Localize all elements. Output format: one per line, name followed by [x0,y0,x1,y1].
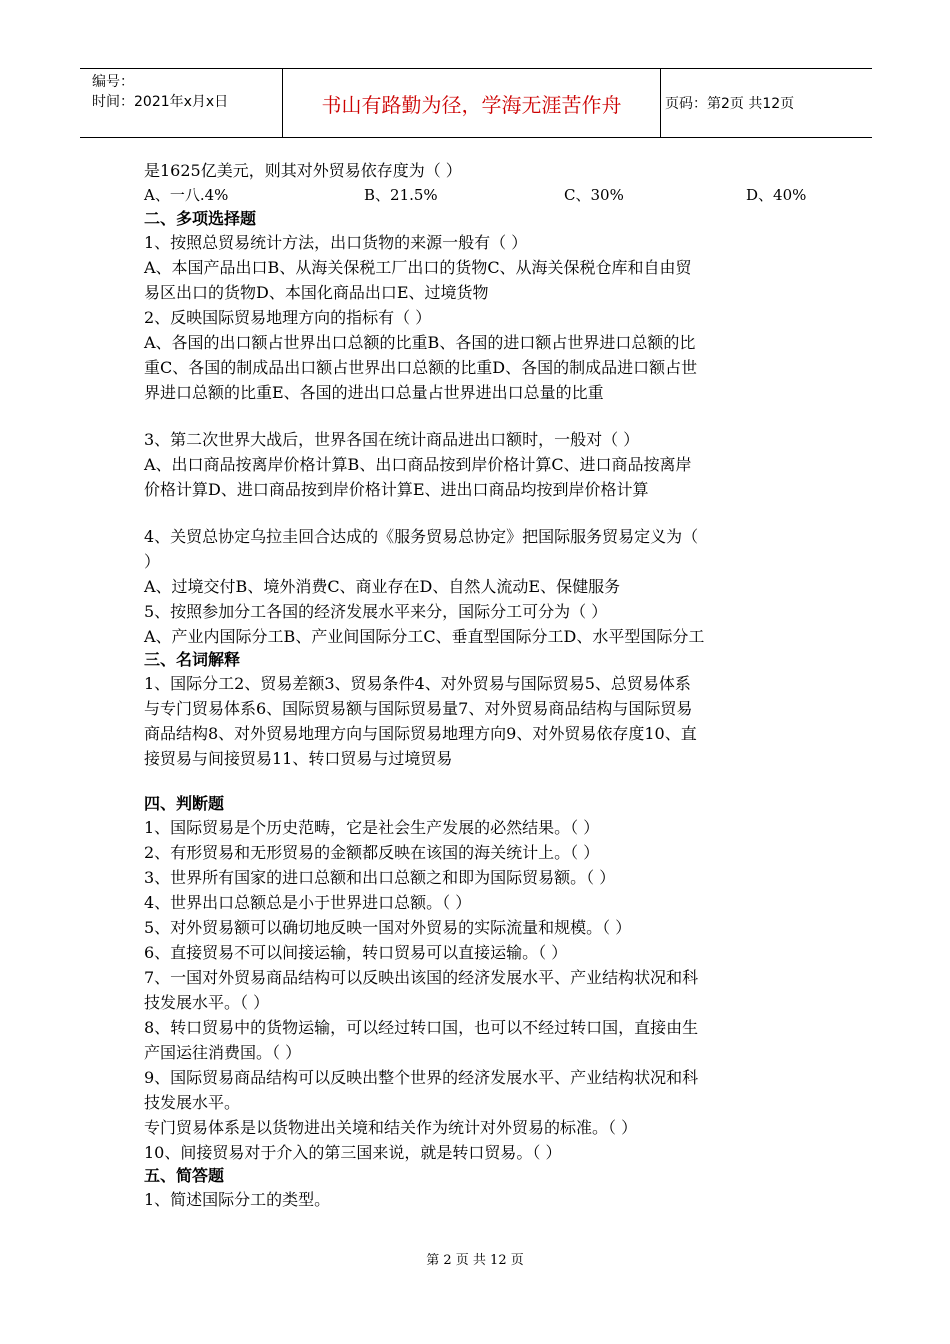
option-d: D、40% [746,186,807,204]
text-line: 8、转口贸易中的货物运输，可以经过转口国，也可以不经过转口国，直接由生 [144,1018,699,1037]
text-line: A、过境交付B、境外消费C、商业存在D、自然人流动E、保健服务 [144,577,621,596]
text-line: 6、直接贸易不可以间接运输，转口贸易可以直接运输。（ ） [144,943,568,962]
text-line: 1、国际分工2、贸易差额3、贸易条件4、对外贸易与国际贸易5、总贸易体系 [144,674,691,693]
text-line: 3、世界所有国家的进口总额和出口总额之和即为国际贸易额。（ ） [144,868,616,887]
text-line: A、各国的出口额占世界出口总额的比重B、各国的进口额占世界进口总额的比 [144,333,696,352]
text-line: A、产业内国际分工B、产业间国际分工C、垂直型国际分工D、水平型国际分工 [144,627,705,646]
section-title: 三、名词解释 [144,650,241,669]
text-line: 4、关贸总协定乌拉圭回合达成的《服务贸易总协定》把国际服务贸易定义为（ [144,527,699,546]
text-line: 接贸易与间接贸易11、转口贸易与过境贸易 [144,749,453,768]
text-line: ） [144,552,161,571]
text-line: 2、反映国际贸易地理方向的指标有（ ） [144,308,432,327]
header-meta [80,69,283,137]
text-line: 技发展水平。 [144,1093,241,1112]
text-line: 3、第二次世界大战后，世界各国在统计商品进出口额时，一般对（ ） [144,430,640,449]
option-b: B、21.5% [364,186,438,204]
option-a: A、一八.4% [144,186,229,204]
text-line: 2、有形贸易和无形贸易的金额都反映在该国的海关统计上。（ ） [144,843,600,862]
text-line: 1、简述国际分工的类型。 [144,1190,331,1209]
text-line: 4、世界出口总额总是小于世界进口总额。（ ） [144,893,472,912]
intro-options [144,183,814,208]
text-line: 1、按照总贸易统计方法，出口货物的来源一般有（ ） [144,233,528,252]
page-footer: 第 2 页 共 12 页 [426,1253,524,1268]
header-page-info: 页码：第2页 共12页 [665,96,795,112]
paragraph-gap [144,405,814,427]
option-c: C、30% [564,186,624,204]
text-line: 产国运往消费国。（ ） [144,1043,302,1062]
text-line: A、出口商品按离岸价格计算B、出口商品按到岸价格计算C、进口商品按离岸 [144,455,692,474]
intro-question: 是1625亿美元，则其对外贸易依存度为（ ） [144,161,462,180]
paragraph-gap [144,502,814,524]
text-line: A、本国产品出口B、从海关保税工厂出口的货物C、从海关保税仓库和自由贸 [144,258,692,277]
section-title: 五、简答题 [144,1166,225,1185]
text-line: 1、国际贸易是个历史范畴，它是社会生产发展的必然结果。（ ） [144,818,600,837]
text-line: 5、对外贸易额可以确切地反映一国对外贸易的实际流量和规模。（ ） [144,918,632,937]
text-line: 易区出口的货物D、本国化商品出口E、过境货物 [144,283,489,302]
page-header [80,68,872,138]
section-title: 四、判断题 [144,794,225,813]
text-line: 重C、各国的制成品出口额占世界出口总额的比重D、各国的制成品进口额占世 [144,358,698,377]
document-body [144,158,814,1212]
text-line: 专门贸易体系是以货物进出关境和结关作为统计对外贸易的标准。（ ） [144,1118,638,1137]
text-line: 与专门贸易体系6、国际贸易额与国际贸易量7、对外贸易商品结构与国际贸易 [144,699,693,718]
text-line: 7、一国对外贸易商品结构可以反映出该国的经济发展水平、产业结构状况和科 [144,968,699,987]
text-line: 界进口总额的比重E、各国的进出口总量占世界进出口总量的比重 [144,383,604,402]
text-line: 5、按照参加分工各国的经济发展水平来分，国际分工可分为（ ） [144,602,608,621]
section-title: 二、多项选择题 [144,209,257,228]
paragraph-gap [144,771,814,793]
header-time-label: 时间：2021年x月x日 [92,94,229,110]
text-line: 10、间接贸易对于介入的第三国来说，就是转口贸易。（ ） [144,1143,562,1162]
text-line: 9、国际贸易商品结构可以反映出整个世界的经济发展水平、产业结构状况和科 [144,1068,699,1087]
header-number-label: 编号： [92,74,134,90]
text-line: 价格计算D、进口商品按到岸价格计算E、进出口商品均按到岸价格计算 [144,480,649,499]
text-line: 商品结构8、对外贸易地理方向与国际贸易地理方向9、对外贸易依存度10、直 [144,724,697,743]
text-line: 技发展水平。（ ） [144,993,270,1012]
header-motto: 书山有路勤为径，学海无涯苦作舟 [283,69,661,137]
